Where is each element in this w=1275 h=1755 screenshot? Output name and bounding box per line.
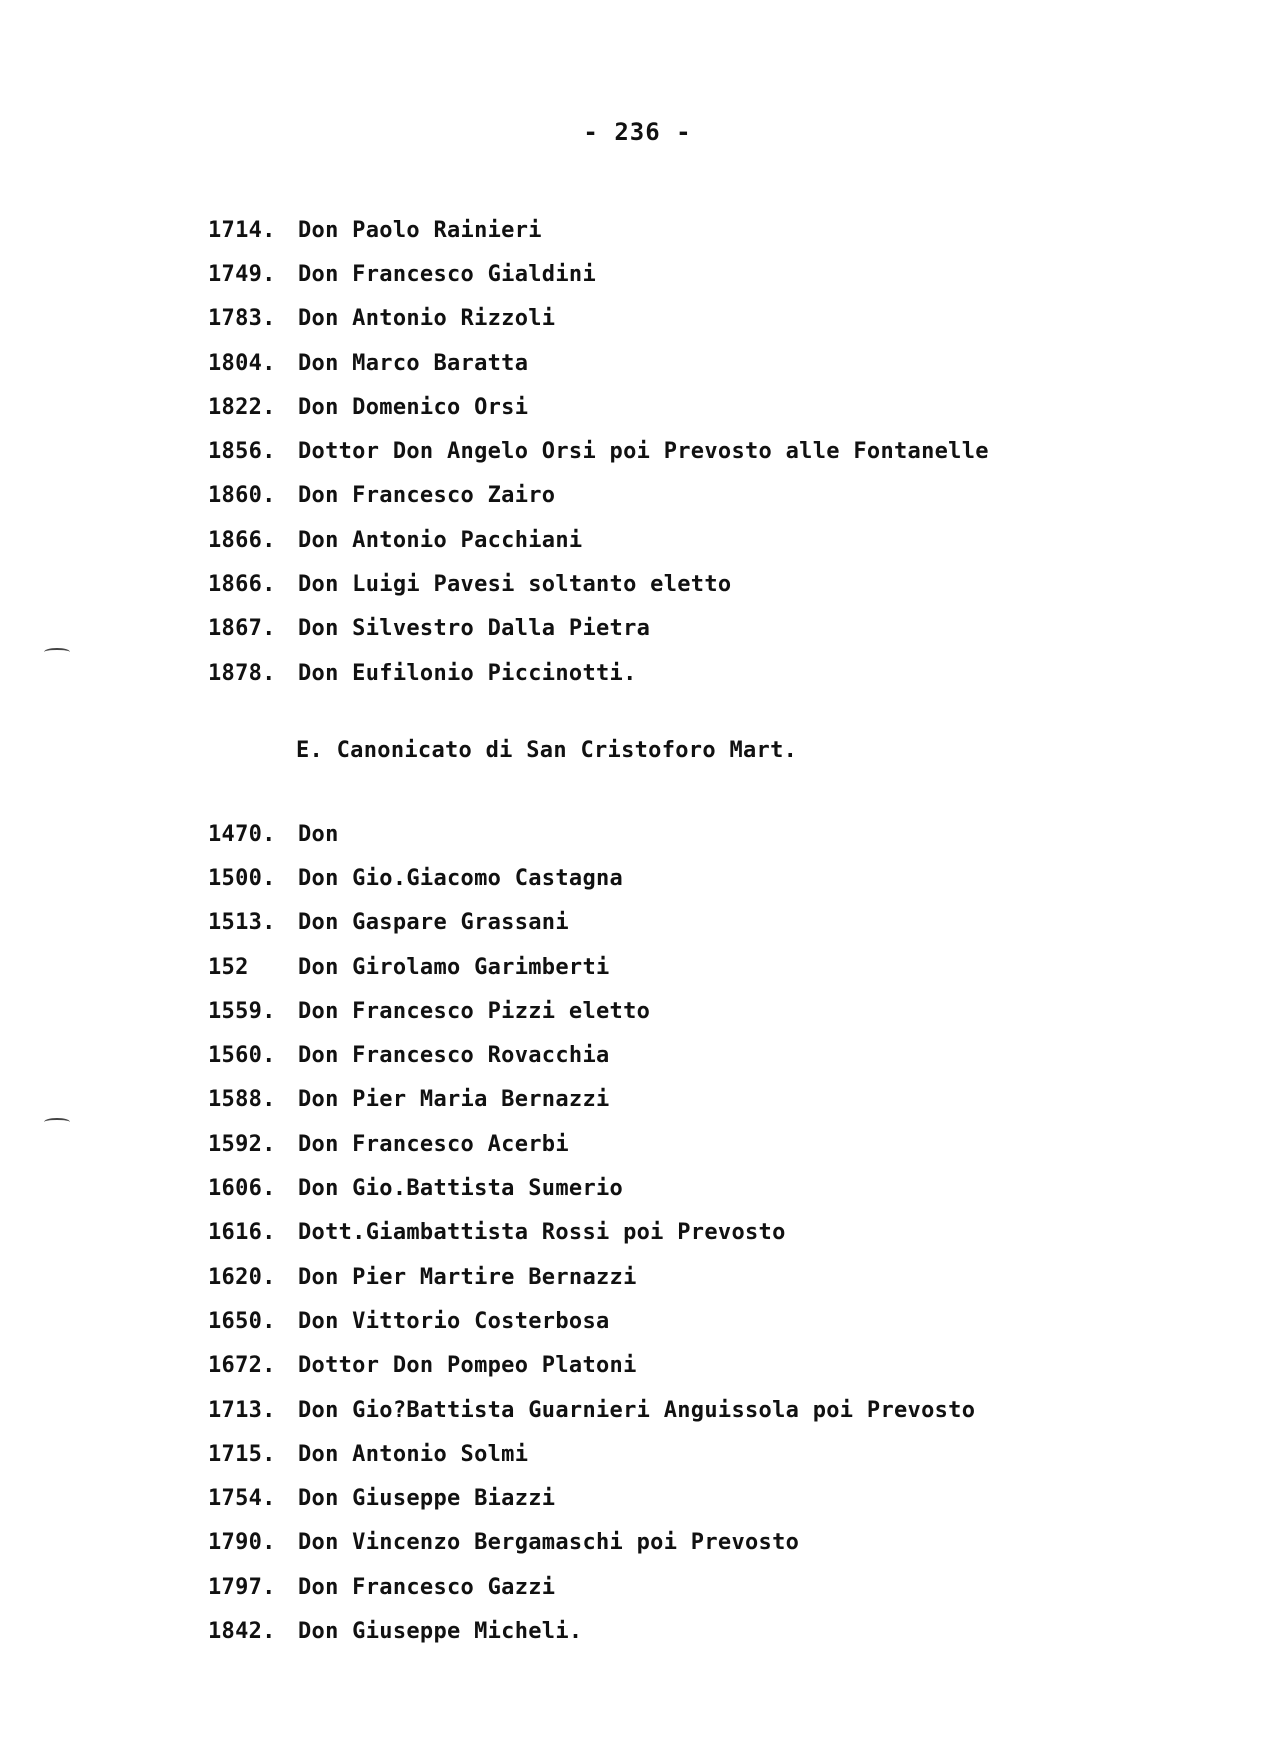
list-item [208,1609,975,1653]
clergy-list-first [208,208,989,695]
list-item [208,341,989,385]
margin-mark [44,1118,70,1126]
entry-name: Don Vincenzo Bergamaschi poi Prevosto [298,1530,800,1556]
margin-mark [44,648,70,656]
entry-name: Don Antonio Rizzoli [298,306,556,332]
list-item [208,989,975,1033]
entry-year: 1559. [208,998,276,1024]
entry-year: 1592. [208,1131,276,1157]
entry-name: Don Paolo Rainieri [298,217,542,243]
entry-year: 1470. [208,821,276,847]
list-item [208,385,989,429]
entry-name: Don Francesco Zairo [298,483,556,509]
list-item [208,856,975,900]
list-item [208,901,975,945]
list-item [208,651,989,695]
list-item [208,518,989,562]
list-item [208,945,975,989]
entry-year: 1804. [208,350,276,376]
entry-year: 152 [208,954,249,980]
entry-year: 1822. [208,394,276,420]
entry-name: Don Francesco Acerbi [298,1131,569,1157]
list-item [208,1565,975,1609]
entry-year: 1588. [208,1087,276,1113]
list-item [208,1521,975,1565]
entry-name: Don Gio.Battista Sumerio [298,1176,624,1202]
entry-name: Don Antonio Pacchiani [298,527,583,553]
entry-name: Don Giuseppe Biazzi [298,1486,556,1512]
clergy-list-canonicato [208,812,975,1654]
entry-name: Don Marco Baratta [298,350,529,376]
entry-name: Don Francesco Rovacchia [298,1043,610,1069]
entry-year: 1866. [208,572,276,598]
entry-year: 1560. [208,1043,276,1069]
entry-year: 1713. [208,1397,276,1423]
entry-name: Don Girolamo Garimberti [298,954,610,980]
entry-year: 1616. [208,1220,276,1246]
list-item [208,812,975,856]
entry-name: Don Domenico Orsi [298,394,529,420]
entry-year: 1860. [208,483,276,509]
list-item [208,1476,975,1520]
entry-year: 1790. [208,1530,276,1556]
entry-name: Don Francesco Pizzi eletto [298,998,651,1024]
list-item [208,1211,975,1255]
entry-year: 1749. [208,261,276,287]
entry-name: Don Giuseppe Micheli. [298,1618,583,1644]
entry-name: Don Gaspare Grassani [298,910,569,936]
list-item [208,1078,975,1122]
entry-name: Don Luigi Pavesi soltanto eletto [298,572,732,598]
list-item [208,562,989,606]
list-item [208,1299,975,1343]
entry-year: 1715. [208,1441,276,1467]
entry-name: Don Pier Martire Bernazzi [298,1264,637,1290]
entry-year: 1842. [208,1618,276,1644]
entry-name: Don Francesco Gazzi [298,1574,556,1600]
entry-year: 1867. [208,616,276,642]
entry-year: 1783. [208,306,276,332]
entry-year: 1866. [208,527,276,553]
entry-name: Dottor Don Pompeo Platoni [298,1353,637,1379]
entry-name: Don Antonio Solmi [298,1441,529,1467]
entry-year: 1714. [208,217,276,243]
list-item [208,607,989,651]
list-item [208,1122,975,1166]
entry-name: Don [298,821,339,847]
list-item [208,1388,975,1432]
list-item [208,1166,975,1210]
entry-year: 1878. [208,660,276,686]
list-item [208,1432,975,1476]
list-item [208,1033,975,1077]
page-number: - 236 - [583,118,692,146]
entry-year: 1500. [208,865,276,891]
entry-name: Don Pier Maria Bernazzi [298,1087,610,1113]
entry-year: 1650. [208,1308,276,1334]
list-item [208,252,989,296]
list-item [208,208,989,252]
entry-year: 1620. [208,1264,276,1290]
list-item [208,474,989,518]
entry-name: Don Francesco Gialdini [298,261,596,287]
entry-year: 1606. [208,1176,276,1202]
entry-year: 1672. [208,1353,276,1379]
entry-name: Don Silvestro Dalla Pietra [298,616,651,642]
section-heading: E. Canonicato di San Cristoforo Mart. [296,738,798,763]
list-item [208,429,989,473]
entry-name: Dott.Giambattista Rossi poi Prevosto [298,1220,786,1246]
entry-name: Don Eufilonio Piccinotti. [298,660,637,686]
entry-name: Don Vittorio Costerbosa [298,1308,610,1334]
entry-name: Dottor Don Angelo Orsi poi Prevosto alle Fontanelle [298,439,989,465]
entry-name: Don Gio.Giacomo Castagna [298,865,624,891]
list-item [208,297,989,341]
entry-year: 1754. [208,1486,276,1512]
list-item [208,1255,975,1299]
entry-year: 1856. [208,439,276,465]
list-item [208,1344,975,1388]
entry-year: 1797. [208,1574,276,1600]
entry-year: 1513. [208,910,276,936]
entry-name: Don Gio?Battista Guarnieri Anguissola poi Prevosto [298,1397,976,1423]
